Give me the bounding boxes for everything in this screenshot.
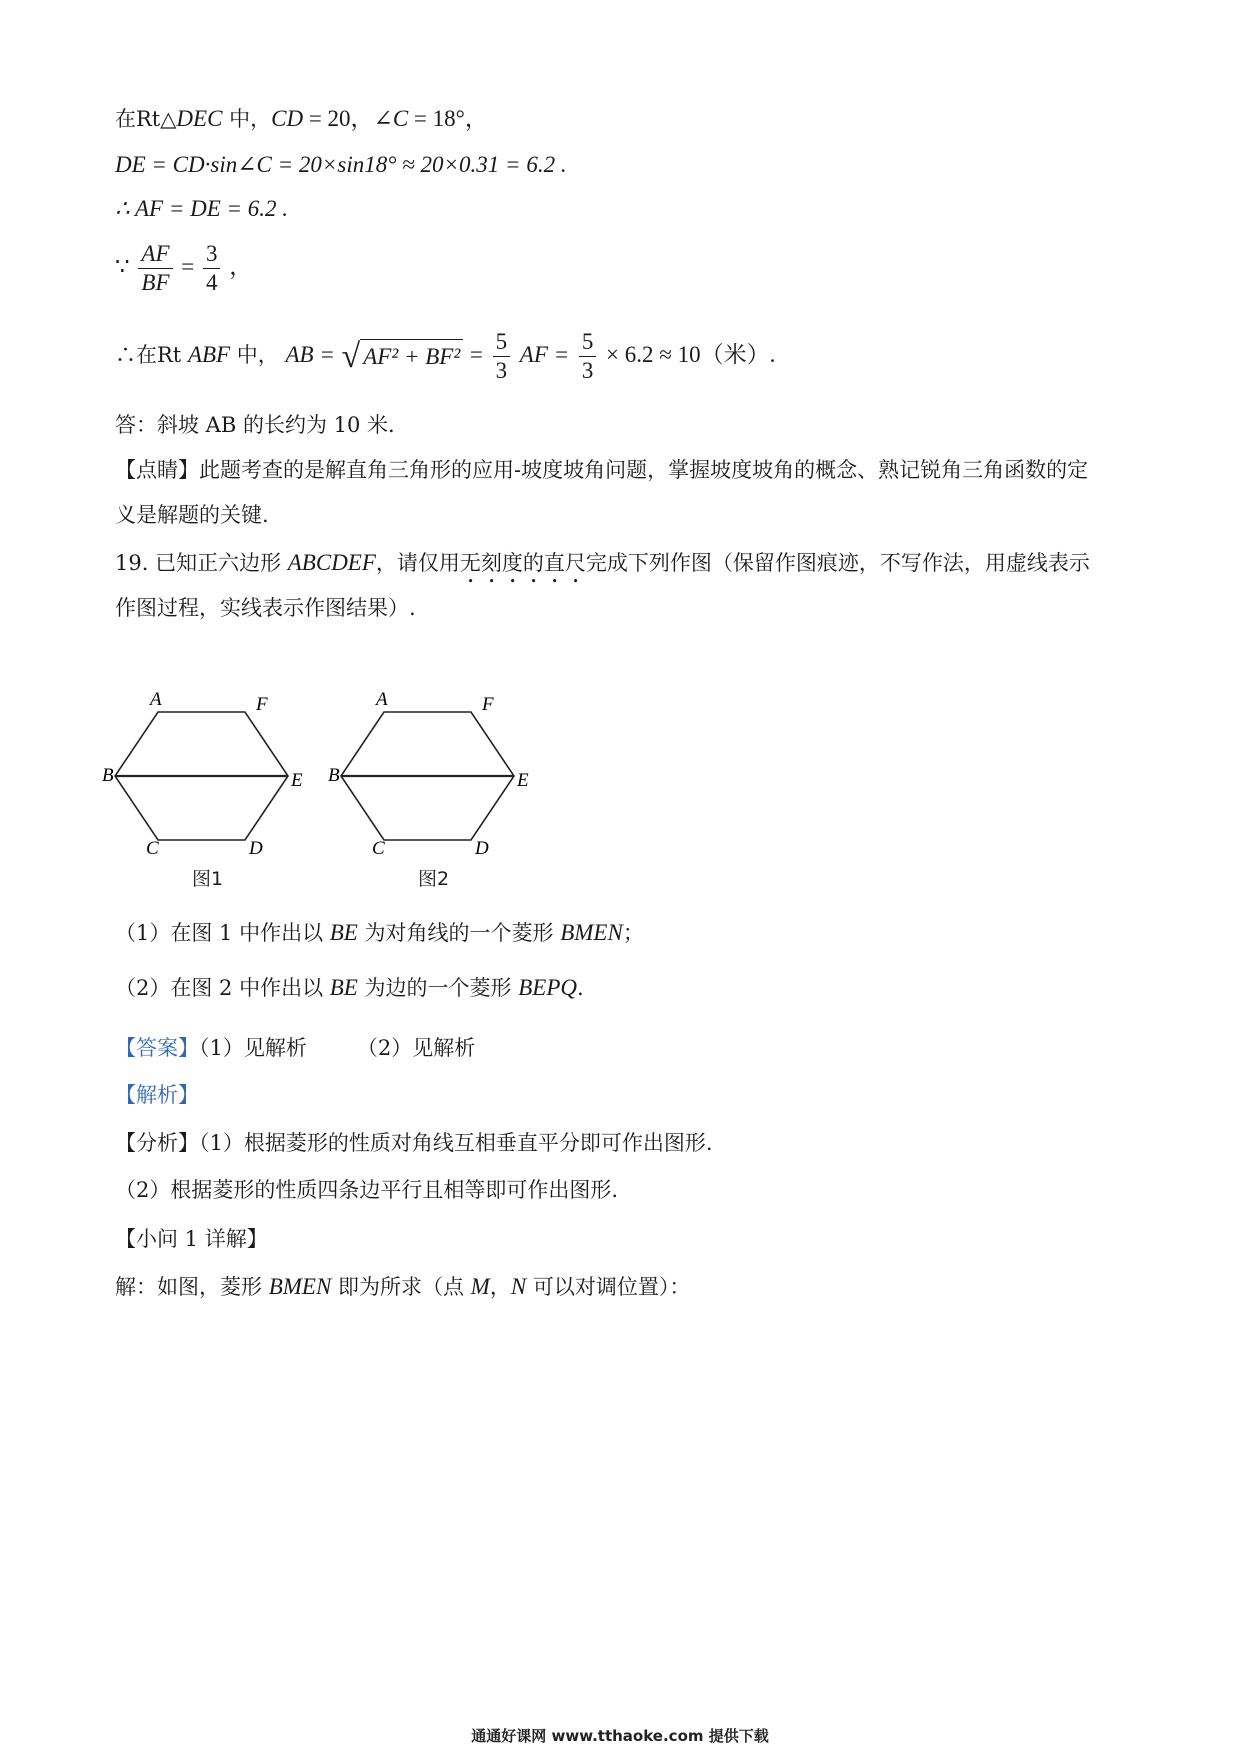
radicand: AF² + BF² bbox=[360, 339, 463, 375]
math-text: ∠C bbox=[373, 106, 409, 131]
fraction-5-3 bbox=[579, 328, 597, 385]
solution-line-3: ∴ AF = DE = 6.2 . bbox=[115, 196, 289, 221]
equals-sign: = bbox=[469, 342, 483, 367]
text: （2）在图 2 中作出以 bbox=[115, 976, 330, 1000]
text: 完成下列作图（保留作图痕迹，不写作法，用虚线表示 bbox=[585, 551, 1090, 575]
comma: ， bbox=[229, 253, 253, 279]
label-c: C bbox=[146, 838, 159, 859]
analysis-line-2: （2）根据菱形的性质四条边平行且相等即可作出图形. bbox=[115, 1178, 619, 1202]
math-text: CD bbox=[271, 106, 304, 131]
answer-part-1: （1）见解析 bbox=[199, 1036, 307, 1060]
hexagon-figure-2 bbox=[328, 688, 536, 859]
label-e: E bbox=[517, 770, 529, 791]
hexagon-figure-1 bbox=[102, 688, 310, 859]
figure-2-caption: 图2 bbox=[418, 868, 450, 890]
text: 在Rt bbox=[115, 107, 161, 131]
label-c: C bbox=[372, 838, 385, 859]
denominator: 3 bbox=[581, 358, 594, 383]
text: ∴在Rt bbox=[115, 343, 182, 367]
text: 为对角线的一个菱形 bbox=[357, 921, 561, 945]
text: 中， bbox=[236, 343, 279, 367]
math-text: ABF bbox=[187, 342, 231, 367]
math-text: × 6.2 ≈ 10（米）. bbox=[606, 342, 776, 367]
text: 即为所求（点 bbox=[331, 1275, 471, 1299]
figure-1-caption: 图1 bbox=[192, 868, 224, 890]
triangle-symbol: △ bbox=[160, 107, 177, 131]
math-text: BEPQ bbox=[518, 975, 577, 1000]
text: （1）在图 1 中作出以 bbox=[115, 921, 330, 945]
answer-line bbox=[115, 1033, 475, 1063]
math-text: = 20， bbox=[303, 106, 374, 131]
comment-line-2: 义是解题的关键. bbox=[115, 503, 269, 527]
text: ，请仅用 bbox=[375, 551, 460, 575]
sub-question-1 bbox=[115, 918, 644, 948]
figure-1 bbox=[102, 688, 310, 898]
math-text: = 18°， bbox=[408, 106, 488, 131]
sub-answer-heading: 【小问 1 详解】 bbox=[115, 1227, 268, 1251]
label-a: A bbox=[150, 689, 162, 710]
answer-tag: 【答案】 bbox=[115, 1036, 199, 1060]
math-text: BE bbox=[329, 920, 358, 945]
solution-statement bbox=[115, 1272, 690, 1302]
solution-line-4 bbox=[115, 240, 252, 297]
fraction-5-3 bbox=[493, 328, 511, 385]
square-root bbox=[342, 339, 464, 375]
denominator: BF bbox=[141, 270, 170, 295]
answer-part-2: （2）见解析 bbox=[356, 1036, 476, 1060]
text: ， bbox=[489, 1275, 511, 1299]
fraction-af-bf bbox=[138, 240, 172, 297]
solution-line-2: DE = CD·sin∠C = 20×sin18° ≈ 20×0.31 = 6.2 . bbox=[115, 152, 567, 177]
comment-line-1: 【点睛】此题考查的是解直角三角形的应用-坡度坡角问题，掌握坡度坡角的概念、熟记锐角三角函数的定 bbox=[115, 458, 1089, 482]
label-d: D bbox=[249, 838, 263, 859]
text: ； bbox=[622, 921, 644, 945]
numerator: 5 bbox=[579, 328, 597, 357]
equals-sign: = bbox=[181, 253, 195, 279]
label-f: F bbox=[482, 694, 494, 715]
numerator: 5 bbox=[493, 328, 511, 357]
text: 解：如图，菱形 bbox=[115, 1275, 269, 1299]
text: 可以对调位置）： bbox=[526, 1275, 691, 1299]
text: 为边的一个菱形 bbox=[357, 976, 519, 1000]
analysis-tag: 【解析】 bbox=[115, 1083, 199, 1107]
radical-sign: √ bbox=[341, 337, 361, 375]
math-text: BMEN bbox=[268, 1274, 332, 1299]
sub-question-2 bbox=[115, 973, 584, 1003]
analysis-line-1: 【分析】（1）根据菱形的性质对角线互相垂直平分即可作出图形. bbox=[115, 1131, 713, 1155]
label-f: F bbox=[256, 694, 268, 715]
math-text: N bbox=[510, 1274, 527, 1299]
denominator: 4 bbox=[205, 270, 218, 295]
figure-2 bbox=[328, 688, 536, 898]
solution-line-5 bbox=[115, 328, 775, 385]
math-text: AF = bbox=[519, 342, 570, 367]
math-text: AB = bbox=[285, 342, 335, 367]
fraction-3-4 bbox=[203, 240, 221, 297]
emphasized-text: 无刻度的直尺 bbox=[459, 551, 586, 575]
math-text: M bbox=[470, 1274, 490, 1299]
math-text: ABCDEF bbox=[287, 550, 376, 575]
math-text: DEC bbox=[176, 106, 223, 131]
answer-statement: 答：斜坡 AB 的长约为 10 米. bbox=[115, 413, 395, 437]
solution-line-1 bbox=[115, 104, 488, 134]
label-e: E bbox=[291, 770, 303, 791]
text: 中， bbox=[222, 107, 272, 131]
text: 19. 已知正六边形 bbox=[115, 551, 288, 575]
page-footer: 通通好课网 www.tthaoke.com 提供下载 bbox=[471, 1727, 769, 1745]
question-19-line-2: 作图过程，实线表示作图结果）. bbox=[115, 596, 416, 620]
label-b: B bbox=[102, 765, 114, 786]
math-text: BMEN bbox=[560, 920, 623, 945]
label-d: D bbox=[475, 838, 489, 859]
numerator: 3 bbox=[203, 240, 221, 269]
math-text: BE bbox=[329, 975, 358, 1000]
label-a: A bbox=[376, 689, 388, 710]
numerator: AF bbox=[138, 240, 172, 269]
denominator: 3 bbox=[495, 358, 508, 383]
label-b: B bbox=[328, 765, 340, 786]
because-symbol: ∵ bbox=[115, 253, 130, 279]
text: . bbox=[576, 976, 584, 1000]
question-19-line-1 bbox=[115, 548, 1090, 588]
